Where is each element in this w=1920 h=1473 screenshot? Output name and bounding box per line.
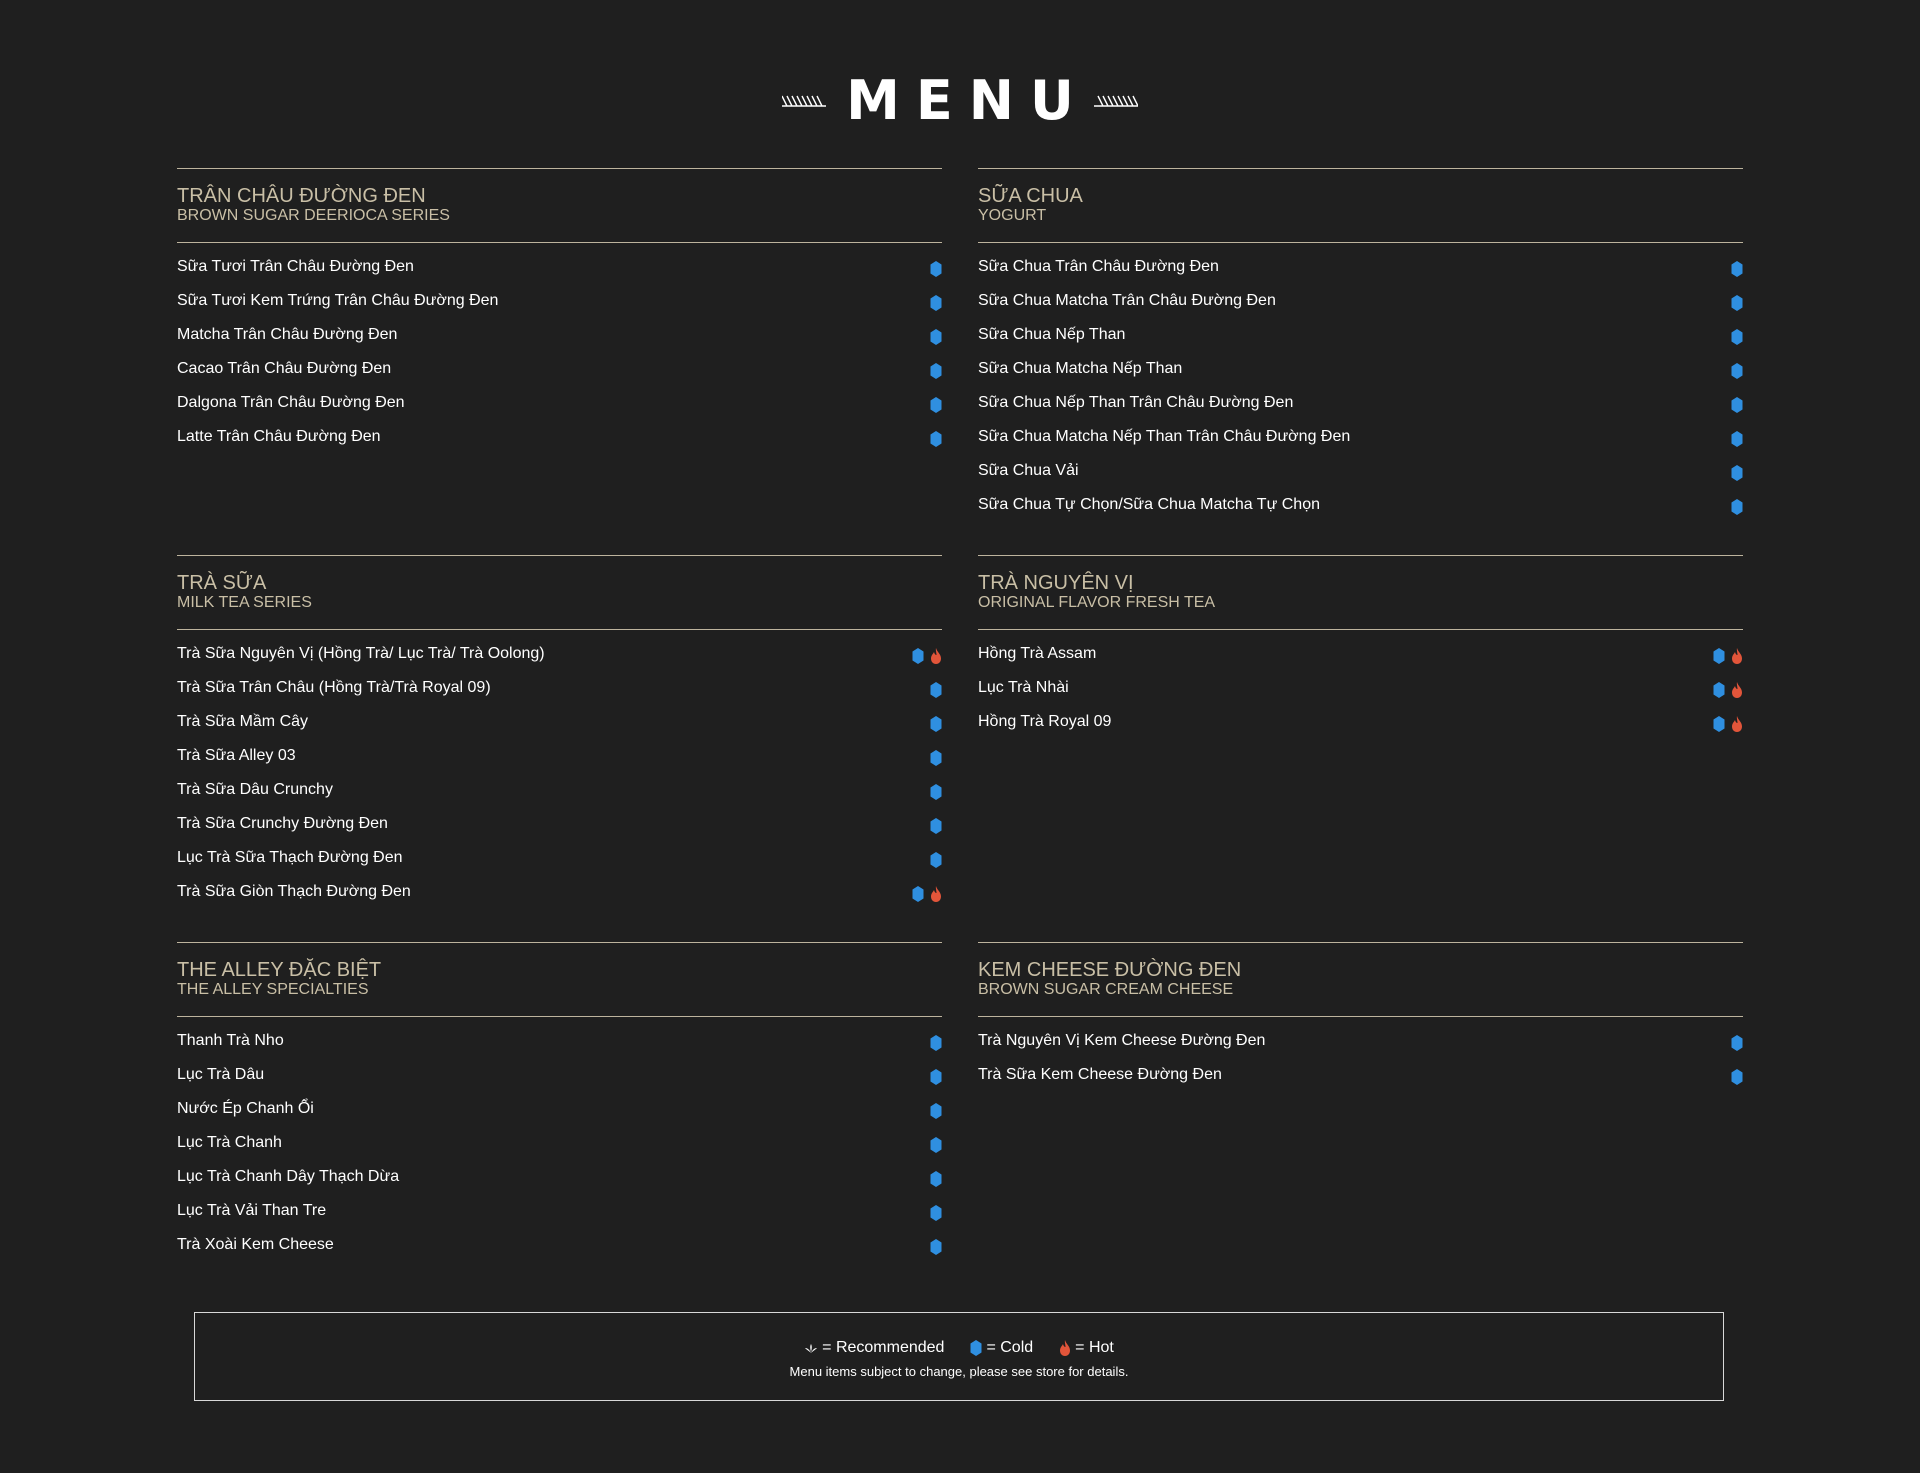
menu-item-icons (930, 1205, 942, 1221)
menu-item-icons (930, 1103, 942, 1119)
menu-section (177, 168, 942, 461)
section-title: TRÀ NGUYÊN VỊ (978, 572, 1134, 594)
cold-icon (1731, 295, 1743, 311)
menu-item-name: Lục Trà Nhài (978, 679, 1069, 696)
section-subtitle: ORIGINAL FLAVOR FRESH TEA (978, 594, 1216, 611)
cold-icon (930, 1239, 942, 1255)
menu-item (978, 1031, 1743, 1065)
menu-item-icons (1713, 682, 1743, 698)
menu-item (177, 427, 942, 461)
menu-item-icons (1731, 1035, 1743, 1051)
menu-item-icons (1731, 329, 1743, 345)
menu-item-name: Sữa Chua Vải (978, 462, 1079, 479)
cold-icon (1731, 261, 1743, 277)
menu-item-icons (1731, 363, 1743, 379)
section-subtitle: BROWN SUGAR CREAM CHEESE (978, 981, 1234, 998)
cold-icon (930, 818, 942, 834)
menu-item-name: Sữa Chua Nếp Than (978, 326, 1126, 343)
menu-item-icons (930, 750, 942, 766)
hot-icon (1059, 1340, 1071, 1356)
menu-item (177, 780, 942, 814)
section-title: TRÂN CHÂU ĐƯỜNG ĐEN (177, 185, 426, 207)
cold-icon (930, 716, 942, 732)
menu-item-icons (930, 329, 942, 345)
menu-item (978, 325, 1743, 359)
menu-item-name: Trà Sữa Alley 03 (177, 747, 296, 764)
menu-item (177, 1065, 942, 1099)
menu-section (177, 942, 942, 1269)
menu-item-name: Lục Trà Chanh Dây Thạch Dừa (177, 1168, 400, 1185)
hot-icon (1731, 648, 1743, 664)
menu-item-name: Hồng Trà Royal 09 (978, 713, 1112, 730)
menu-item-name: Sữa Chua Matcha Nếp Than Trân Châu Đường Đen (978, 428, 1351, 445)
cold-icon (930, 1171, 942, 1187)
menu-item-name: Trà Sữa Crunchy Đường Đen (177, 815, 388, 832)
menu-section (978, 168, 1743, 529)
section-header (978, 942, 1743, 1017)
menu-item (177, 359, 942, 393)
menu-item-icons (1713, 716, 1743, 732)
menu-item (177, 746, 942, 780)
menu-item-icons (1731, 1069, 1743, 1085)
menu-item (177, 257, 942, 291)
menu-section (177, 555, 942, 916)
menu-item-icons (930, 818, 942, 834)
menu-item-icons (930, 397, 942, 413)
menu-item-name: Trà Sữa Mầm Cây (177, 713, 309, 730)
menu-item (177, 814, 942, 848)
menu-item-name: Lục Trà Dâu (177, 1066, 265, 1083)
menu-item (177, 325, 942, 359)
cold-icon (1713, 682, 1725, 698)
cold-icon (930, 1137, 942, 1153)
menu-item (177, 712, 942, 746)
menu-item-name: Sữa Tươi Trân Châu Đường Đen (177, 258, 414, 275)
legend-box (194, 1312, 1724, 1401)
menu-item-icons (930, 784, 942, 800)
menu-item (978, 1065, 1743, 1099)
menu-item (978, 257, 1743, 291)
cold-icon (912, 648, 924, 664)
section-item-list (978, 630, 1743, 746)
recommended-icon (804, 1342, 818, 1354)
menu-item-icons (912, 648, 942, 664)
cold-icon (930, 784, 942, 800)
menu-section (978, 942, 1743, 1099)
menu-item-name: Lục Trà Sữa Thạch Đường Đen (177, 849, 403, 866)
menu-item-icons (1731, 431, 1743, 447)
legend-hot-label: = Hot (1075, 1339, 1114, 1356)
menu-item (978, 644, 1743, 678)
menu-item-icons (930, 852, 942, 868)
menu-header (0, 66, 1920, 136)
menu-item-icons (930, 431, 942, 447)
menu-item-icons (1731, 397, 1743, 413)
section-title: SỮA CHUA (978, 185, 1083, 207)
section-item-list (978, 1017, 1743, 1099)
hatch-decoration-right-icon (1094, 94, 1138, 108)
menu-item (978, 495, 1743, 529)
hot-icon (1731, 682, 1743, 698)
menu-item (978, 461, 1743, 495)
cold-icon (930, 1035, 942, 1051)
cold-icon (930, 295, 942, 311)
menu-item-name: Trà Sữa Nguyên Vị (Hồng Trà/ Lục Trà/ Trà Oolong) (177, 645, 545, 662)
cold-icon (930, 1069, 942, 1085)
menu-item-name: Trà Xoài Kem Cheese (177, 1236, 334, 1253)
cold-icon (1713, 648, 1725, 664)
menu-item-icons (930, 295, 942, 311)
menu-item-name: Trà Sữa Kem Cheese Đường Đen (978, 1066, 1222, 1083)
menu-item-icons (930, 682, 942, 698)
menu-item-name: Trà Sữa Trân Châu (Hồng Trà/Trà Royal 09) (177, 679, 491, 696)
menu-item (177, 1201, 942, 1235)
cold-icon (930, 261, 942, 277)
menu-item-name: Latte Trân Châu Đường Đen (177, 428, 381, 445)
menu-item-name: Sữa Chua Matcha Nếp Than (978, 360, 1183, 377)
section-subtitle: YOGURT (978, 207, 1047, 224)
menu-item-name: Trà Sữa Giòn Thạch Đường Đen (177, 883, 411, 900)
menu-item (177, 291, 942, 325)
cold-icon (1731, 397, 1743, 413)
cold-icon (930, 1205, 942, 1221)
menu-item-icons (930, 261, 942, 277)
menu-item (177, 882, 942, 916)
section-subtitle: MILK TEA SERIES (177, 594, 312, 611)
cold-icon (1731, 465, 1743, 481)
hot-icon (930, 648, 942, 664)
section-header (177, 942, 942, 1017)
menu-item-icons (1731, 465, 1743, 481)
cold-icon (930, 397, 942, 413)
menu-item (177, 1099, 942, 1133)
section-title: THE ALLEY ĐẶC BIỆT (177, 959, 382, 981)
menu-item-name: Cacao Trân Châu Đường Đen (177, 360, 392, 377)
section-header (177, 168, 942, 243)
cold-icon (930, 682, 942, 698)
menu-section (978, 555, 1743, 746)
menu-item-name: Sữa Chua Trân Châu Đường Đen (978, 258, 1219, 275)
menu-item-icons (1731, 499, 1743, 515)
menu-item (978, 393, 1743, 427)
cold-icon (930, 363, 942, 379)
legend-row (195, 1338, 1723, 1358)
cold-icon (1731, 431, 1743, 447)
cold-icon (930, 329, 942, 345)
section-title: KEM CHEESE ĐƯỜNG ĐEN (978, 959, 1242, 981)
menu-item-name: Hồng Trà Assam (978, 645, 1097, 662)
section-header (978, 555, 1743, 630)
section-subtitle: BROWN SUGAR DEERIOCA SERIES (177, 207, 450, 224)
legend-recommended-label: = Recommended (822, 1339, 945, 1356)
menu-item (978, 678, 1743, 712)
menu-item-name: Lục Trà Chanh (177, 1134, 282, 1151)
menu-item (177, 644, 942, 678)
menu-item-name: Thanh Trà Nho (177, 1032, 284, 1049)
cold-icon (930, 852, 942, 868)
menu-item-icons (930, 1171, 942, 1187)
legend-note: Menu items subject to change, please see store for details. (789, 1364, 1129, 1379)
section-item-list (177, 243, 942, 461)
section-item-list (177, 630, 942, 916)
menu-item (978, 427, 1743, 461)
cold-icon (1731, 499, 1743, 515)
menu-item-icons (1731, 261, 1743, 277)
menu-item (177, 1031, 942, 1065)
menu-item-name: Lục Trà Vải Than Tre (177, 1202, 327, 1219)
section-item-list (978, 243, 1743, 529)
cold-icon (930, 1103, 942, 1119)
hot-icon (930, 886, 942, 902)
menu-item-name: Matcha Trân Châu Đường Đen (177, 326, 398, 343)
section-subtitle: THE ALLEY SPECIALTIES (177, 981, 369, 998)
menu-item-icons (930, 1137, 942, 1153)
cold-icon (1731, 329, 1743, 345)
menu-item-icons (1731, 295, 1743, 311)
hot-icon (1731, 716, 1743, 732)
menu-item (177, 848, 942, 882)
menu-item-name: Trà Nguyên Vị Kem Cheese Đường Đen (978, 1032, 1266, 1049)
section-header (177, 555, 942, 630)
menu-item-name: Nước Ép Chanh Ổi (177, 1100, 314, 1117)
menu-item-icons (912, 886, 942, 902)
menu-item-name: Dalgona Trân Châu Đường Đen (177, 394, 405, 411)
menu-item-name: Sữa Chua Matcha Trân Châu Đường Đen (978, 292, 1276, 309)
cold-icon (1731, 363, 1743, 379)
section-item-list (177, 1017, 942, 1269)
menu-item (177, 678, 942, 712)
page-title: MENU (846, 69, 1090, 132)
cold-icon (1731, 1069, 1743, 1085)
menu-item-name: Sữa Tươi Kem Trứng Trân Châu Đường Đen (177, 292, 499, 309)
legend-cold-label: = Cold (986, 1339, 1034, 1356)
menu-item (177, 1133, 942, 1167)
menu-item (177, 1167, 942, 1201)
cold-icon (1713, 716, 1725, 732)
menu-item (978, 359, 1743, 393)
menu-item-icons (930, 1035, 942, 1051)
menu-item-icons (930, 363, 942, 379)
menu-item-icons (1713, 648, 1743, 664)
menu-item-name: Sữa Chua Nếp Than Trân Châu Đường Đen (978, 394, 1294, 411)
section-title: TRÀ SỮA (177, 572, 267, 594)
menu-item-icons (930, 716, 942, 732)
menu-item-icons (930, 1069, 942, 1085)
menu-item-icons (930, 1239, 942, 1255)
hatch-decoration-left-icon (782, 94, 826, 108)
menu-item-name: Sữa Chua Tự Chọn/Sữa Chua Matcha Tự Chọn (978, 496, 1320, 513)
section-header (978, 168, 1743, 243)
menu-item (177, 393, 942, 427)
cold-icon (930, 750, 942, 766)
cold-icon (930, 431, 942, 447)
menu-item (978, 291, 1743, 325)
cold-icon (912, 886, 924, 902)
cold-icon (1731, 1035, 1743, 1051)
menu-item-name: Trà Sữa Dâu Crunchy (177, 781, 333, 798)
menu-item (978, 712, 1743, 746)
cold-icon (970, 1340, 982, 1356)
menu-item (177, 1235, 942, 1269)
